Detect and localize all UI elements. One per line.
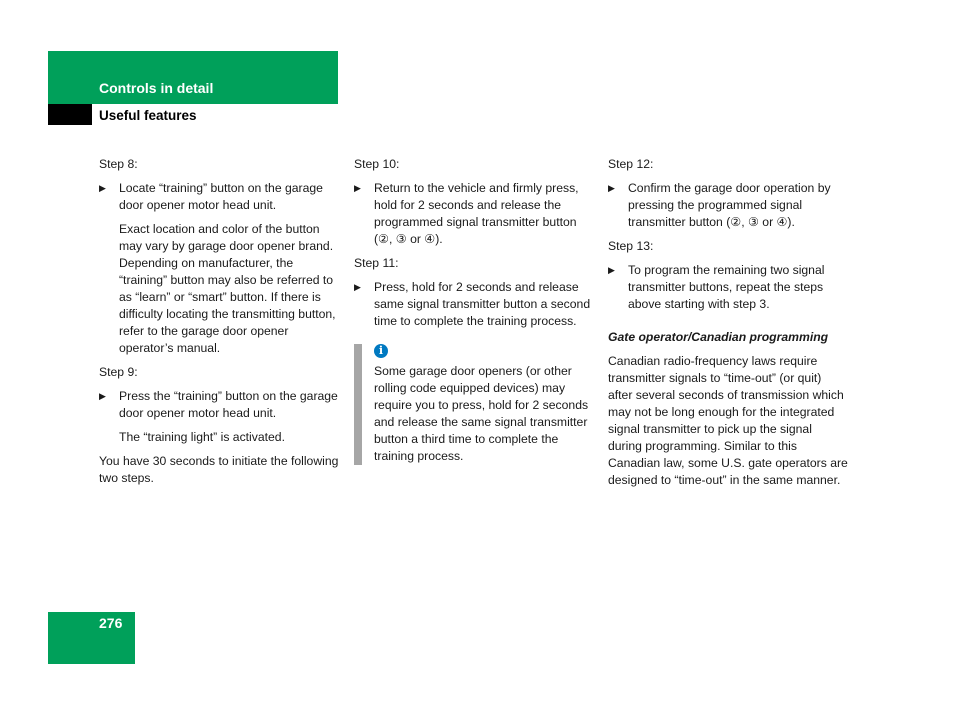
section-title: Controls in detail [99, 80, 214, 96]
bullet-arrow-icon: ▶ [99, 183, 106, 193]
step9-bullet-text: Press the “training” button on the garage door opener motor head unit. [119, 389, 338, 420]
step8-bullet [99, 180, 339, 214]
step11-label: Step 11: [354, 256, 399, 270]
note-side-bar [354, 344, 362, 465]
step9-label: Step 9: [99, 365, 138, 379]
bullet-arrow-icon: ▶ [354, 282, 361, 292]
step13-label: Step 13: [608, 239, 654, 253]
column-1 [99, 156, 339, 494]
closing-text: You have 30 seconds to initiate the following two steps. [99, 454, 339, 485]
column-3 [608, 156, 848, 496]
step10-bullet [354, 180, 594, 248]
gate-heading: Gate operator/Canadian programming [608, 330, 829, 344]
step8-label: Step 8: [99, 157, 138, 171]
step11-bullet [354, 279, 594, 330]
gate-text: Canadian radio-frequency laws require transmitter signals to “time-out” (or quit) after several seconds of transmission which may not be long enough for the integrated signal transmitter to pick up the signal during programming. Similar to this Canadian law, some U.S. gate operators are designed to “time-out” in the same manner. [608, 354, 848, 487]
bullet-arrow-icon: ▶ [354, 183, 361, 193]
bullet-arrow-icon: ▶ [608, 265, 615, 275]
step13-bullet [608, 262, 848, 313]
header-green-bar [48, 51, 338, 104]
bullet-arrow-icon: ▶ [99, 391, 106, 401]
step12-bullet-text: Confirm the garage door operation by pressing the programmed signal transmitter button (②, ③ or ④). [628, 181, 831, 229]
step9-bullet [99, 388, 339, 422]
header-black-tab [48, 104, 92, 125]
step10-bullet-text: Return to the vehicle and firmly press, hold for 2 seconds and release the programmed signal transmitter button (②, ③ or ④). [374, 181, 579, 246]
step12-label: Step 12: [608, 157, 654, 171]
step8-bullet-text: Locate “training” button on the garage door opener motor head unit. [119, 181, 323, 212]
step10-label: Step 10: [354, 157, 400, 171]
info-note [354, 344, 594, 465]
step8-detail: Exact location and color of the button may vary by garage door opener brand. Depending on manufacturer, the “training” button may also be referred to as “learn” or “smart” button. If there is difficulty locating the transmitting button, refer to the garage door opener operator’s manual. [119, 222, 336, 355]
step11-bullet-text: Press, hold for 2 seconds and release same signal transmitter button a second time to complete the training process. [374, 280, 591, 328]
info-icon: i [374, 344, 388, 358]
subsection-title: Useful features [99, 108, 197, 123]
bullet-arrow-icon: ▶ [608, 183, 615, 193]
note-text: Some garage door openers (or other rolling code equipped devices) may require you to press, hold for 2 seconds and release the same signal transmitter button a third time to complete the training process. [374, 364, 589, 463]
page-number: 276 [99, 615, 123, 631]
step12-bullet [608, 180, 848, 231]
step9-detail: The “training light” is activated. [119, 430, 285, 444]
column-2 [354, 156, 594, 465]
step13-bullet-text: To program the remaining two signal transmitter buttons, repeat the steps above starting with step 3. [628, 263, 825, 311]
